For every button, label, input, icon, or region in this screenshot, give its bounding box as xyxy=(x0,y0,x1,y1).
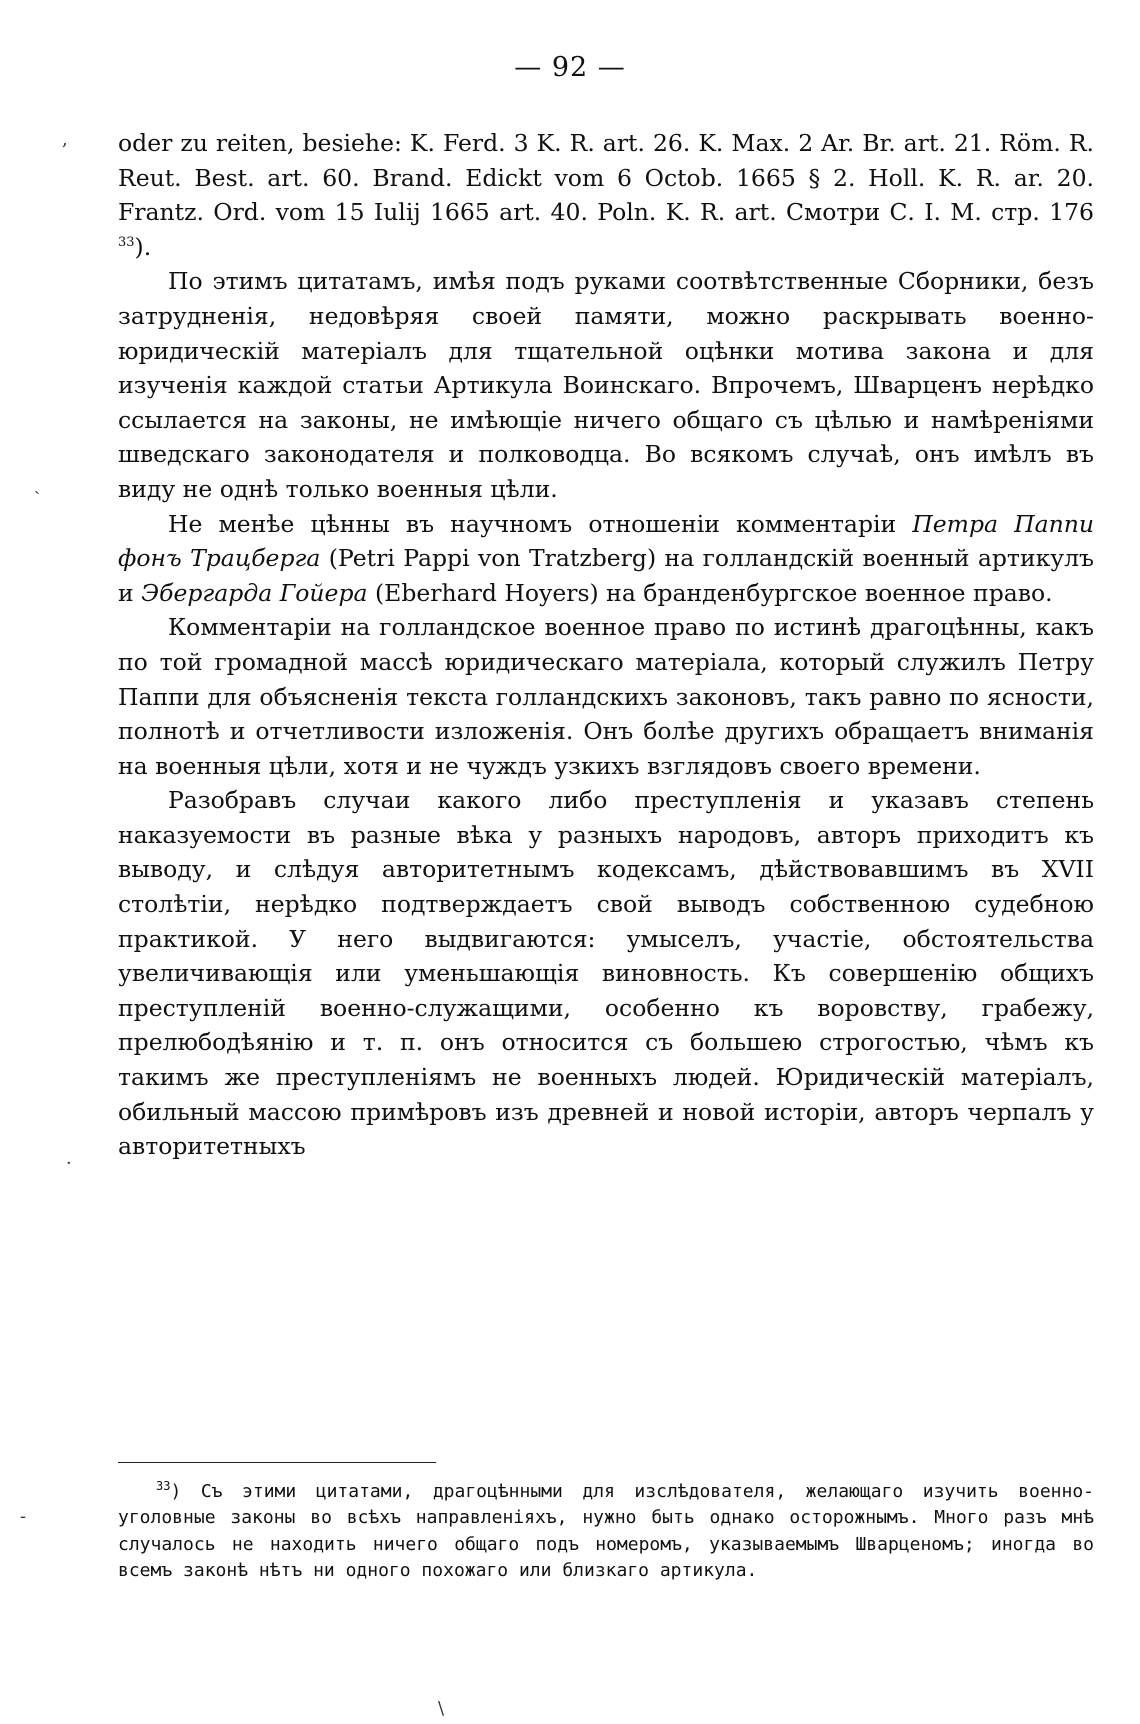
author-name-pappi: Петра Паппи фонъ Трацберга xyxy=(118,509,1094,573)
footnote-marker: 33 xyxy=(156,1479,171,1493)
commentaries-text-3: (Eberhard Hoyers) на бранденбургское военное право. xyxy=(367,578,1053,607)
footnote-divider xyxy=(118,1462,436,1463)
paragraph-commentaries xyxy=(118,507,1094,611)
footnote-reference: 33 xyxy=(118,234,135,250)
commentaries-text-1: Не менѣе цѣнны въ научномъ отношеніи комментаріи xyxy=(168,509,913,538)
margin-mark: ˏ xyxy=(34,474,40,495)
margin-mark: \ xyxy=(438,1698,445,1719)
citation-text: oder zu reiten, besiehe: K. Ferd. 3 K. R. art. 26. K. Max. 2 Ar. Br. art. 21. Röm. R. Reut. Best. art. 60. Brand. Edickt vom 6 Octob. 1665 § 2. Holl. K. R. ar. 20. Frantz. Ord. vom 15 Iulij 1665 art. 40. Poln. K. R. art. Смотри С. I. М. стр. 176 xyxy=(118,129,1094,227)
page-number: — 92 — xyxy=(514,52,626,83)
citation-close: ). xyxy=(134,232,152,261)
author-name-hoyer: Эбергарда Гойера xyxy=(141,578,368,607)
footnote-paragraph xyxy=(118,1479,1094,1585)
footnote xyxy=(118,1479,1094,1585)
commentaries-text-2: (Petri Pappi von Tratzberg) на голландскій военный артикулъ и xyxy=(118,544,1094,607)
margin-mark: · xyxy=(66,1153,72,1174)
paragraph-sources: По этимъ цитатамъ, имѣя подъ руками соотвѣтственные Сборники, безъ затрудненія, недовѣряя своей памяти, можно раскрывать военно-юридическій матеріалъ для тщательной оцѣнки мотива закона и для изученія каждой статьи Артикула Воинскаго. Впрочемъ, Шварценъ нерѣдко ссылается на законы, не имѣющіе ничего общаго съ цѣлью и намѣреніями шведскаго законодателя и полководца. Во всякомъ случаѣ, онъ имѣлъ въ виду не однѣ только военныя цѣли. xyxy=(118,267,1094,503)
footnote-text: ) Съ этими цитатами, драгоцѣнными для изслѣдователя, желающаго изучить военно-уголовные законы во всѣхъ направленіяхъ, нужно быть однако осторожнымъ. Много разъ мнѣ случалось не находить ничего общаго подъ номеромъ, указываемымъ Шварценомъ; иногда во всемъ законѣ нѣтъ ни одного похожаго или близкаго артикула. xyxy=(118,1481,1094,1582)
margin-mark: - xyxy=(20,1506,27,1527)
paragraph-analysis: Разобравъ случаи какого либо преступленія и указавъ степень наказуемости въ разные вѣка у разныхъ народовъ, авторъ приходитъ къ выводу, и слѣдуя авторитетнымъ кодексамъ, дѣйствовавшимъ въ XVII столѣтіи, нерѣдко подтверждаетъ свой выводъ собственною судебною практикой. У него выдвигаются: умыселъ, участіе, обстоятельства увеличивающія или уменьшающія виновность. Къ совершенію общихъ преступленій военно-служащими, особенно къ воровству, грабежу, прелюбодѣянію и т. п. онъ относится съ большею строгостью, чѣмъ къ такимъ же преступленіямъ не военныхъ людей. Юридическій матеріалъ, обильный массою примѣровъ изъ древней и новой исторіи, авторъ черпалъ у авторитетныхъ xyxy=(118,786,1094,1161)
margin-mark: , xyxy=(62,129,68,150)
paragraph-dutch-law: Комментаріи на голландское военное право по истинѣ драгоцѣнны, какъ по той громадной массѣ юридическаго матеріала, который служилъ Петру Паппи для объясненія текста голландскихъ законовъ, такъ равно по ясности, полнотѣ и отчетливости изложенія. Онъ болѣе другихъ обращаетъ вниманія на военныя цѣли, хотя и не чуждъ узкихъ взглядовъ своего времени. xyxy=(118,613,1094,780)
main-text xyxy=(118,126,1094,1164)
citation-continuation xyxy=(118,126,1094,264)
